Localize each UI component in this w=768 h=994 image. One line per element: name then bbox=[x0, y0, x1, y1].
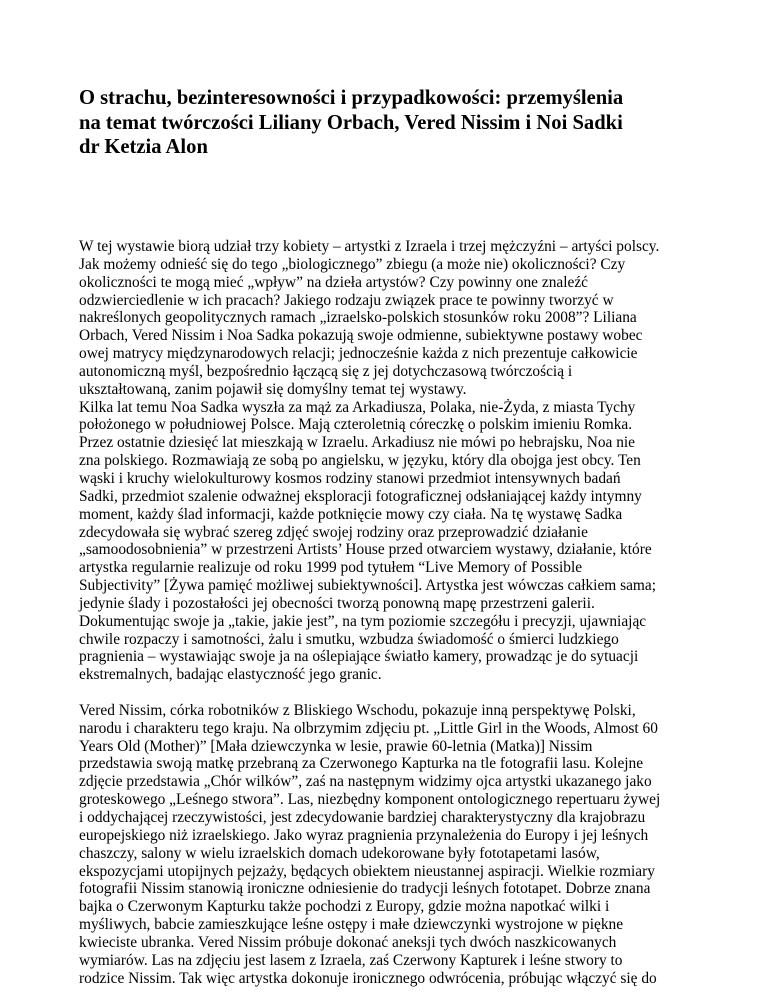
text-line: Orbach, Vered Nissim i Noa Sadka pokazują swoje odmienne, subiektywne postawy wobec bbox=[79, 327, 643, 345]
text-line: bajka o Czerwonym Kapturku także pochodzi z Europy, gdzie można napotkać wilki i bbox=[79, 898, 610, 916]
text-line: Years Old (Mother)” [Mała dziewczynka w lesie, prawie 60-letnia (Matka)] Nissim bbox=[79, 737, 593, 755]
text-line: wąski i kruchy wielokulturowy kosmos rodziny stanowi przedmiot intensywnych badań bbox=[79, 469, 621, 487]
paragraph bbox=[79, 238, 699, 399]
text-line: położonego w południowej Polsce. Mają czteroletnią córeczkę o polskim imieniu Romka. bbox=[79, 416, 633, 434]
title-line: na temat twórczości Liliany Orbach, Vered Nissim i Noi Sadki bbox=[79, 111, 623, 134]
text-line: ekstremalnych, badając elastyczność jego granic. bbox=[79, 666, 382, 684]
text-line: W tej wystawie biorą udział trzy kobiety – artystki z Izraela i trzej mężczyźni – artyści polscy. bbox=[79, 238, 660, 255]
title-line: O strachu, bezinteresowności i przypadkowości: przemyślenia bbox=[79, 87, 624, 109]
text-line: wymiarów. Las na zdjęciu jest lasem z Izraela, zaś Czerwony Kapturek i leśne stwory to bbox=[79, 951, 623, 969]
text-line: Dokumentując swoje ja „takie, jakie jest”, na tym poziomie szczegółu i precyzji, ujawniając bbox=[79, 612, 647, 630]
text-line: groteskowego „Leśnego stwora”. Las, niezbędny komponent ontologicznego repertuaru żywej bbox=[79, 791, 661, 809]
text-line: pragnienia – wystawiając swoje ja na oślepiające światło kamery, prowadząc je do sytuacji bbox=[79, 648, 639, 666]
text-line: moment, każdy ślad informacji, każde potknięcie mowy czy ciała. Na tę wystawę Sadka bbox=[79, 505, 623, 523]
text-line: Kilka lat temu Noa Sadka wyszła za mąż za Arkadiusza, Polaka, nie-Żyda, z miasta Tychy bbox=[79, 398, 636, 416]
text-line: Przez ostatnie dziesięć lat mieszkają w Izraelu. Arkadiusz nie mówi po hebrajsku, Noa nie bbox=[79, 434, 636, 452]
text-line: Vered Nissim, córka robotników z Bliskiego Wschodu, pokazuje inną perspektywę Polski, bbox=[79, 701, 636, 719]
text-line: ukształtowaną, zanim pojawił się domyślny temat tej wystawy. bbox=[79, 380, 467, 398]
text-line: odzwierciedlenie w ich pracach? Jakiego rodzaju związek prace te powinny tworzyć w bbox=[79, 291, 614, 309]
text-line: zdecydowała się wybrać szereg zdjęć swojej rodziny oraz przeprowadzić działanie bbox=[79, 523, 588, 541]
text-line: jedynie ślady i pozostałości jej obecności tworzą ponowną mapę przestrzeni galerii. bbox=[79, 594, 595, 612]
text-line: nakreślonych geopolitycznych ramach „izraelsko-polskich stosunków roku 2008”? Liliana bbox=[79, 309, 637, 327]
document-body bbox=[79, 238, 699, 987]
text-line: zna polskiego. Rozmawiają ze sobą po angielsku, w języku, który dla obojga jest obcy. Ten bbox=[79, 452, 641, 470]
text-line: Jak możemy odnieść się do tego „biologicznego” zbiegu (a może nie) okoliczności? Czy bbox=[79, 255, 626, 273]
text-line: fotografii Nissim stanowią ironiczne odniesienie do tradycji leśnych fototapet. Dobrze znana bbox=[79, 880, 651, 898]
text-line: ekspozycjami utopijnych pejzaży, będących obiektem nieustannej aspiracji. Wielkie rozmiary bbox=[79, 862, 655, 880]
text-line: myśliwych, babcie zamieszkujące leśne ostępy i małe dziewczynki wystrojone w piękne bbox=[79, 916, 624, 934]
text-line: okoliczności te mogą mieć „wpływ” na dzieła artystów? Czy powinny one znaleźć bbox=[79, 273, 588, 291]
text-line: narodu i charakteru tego kraju. Na olbrzymim zdjęciu pt. „Little Girl in the Woods, Almost 60 bbox=[79, 719, 658, 737]
paragraph bbox=[79, 702, 699, 988]
text-line: zdjęcie przedstawia „Chór wilków”, zaś na następnym widzimy ojca artystki ukazanego jako bbox=[79, 773, 652, 791]
paragraph-gap bbox=[79, 684, 699, 702]
text-line: „samoodosobnienia” w przestrzeni Artists’ House przed otwarciem wystawy, działanie, które bbox=[79, 541, 652, 559]
text-line: kwieciste ubranka. Vered Nissim próbuje dokonać aneksji tych dwóch naszkicowanych bbox=[79, 933, 617, 951]
text-line: autonomiczną myśl, bezpośrednio łączącą się z jej dotychczasową twórczością i bbox=[79, 362, 573, 380]
document-title bbox=[79, 86, 699, 160]
text-line: artystka regularnie realizuje od roku 1999 pod tytułem “Live Memory of Possible bbox=[79, 559, 583, 577]
paragraph bbox=[79, 399, 699, 685]
text-line: chwile rozpaczy i samotności, żalu i smutku, wzbudza świadomość o śmierci ludzkiego bbox=[79, 630, 619, 648]
text-line: Subjectivity” [Żywa pamięć możliwej subiektywności]. Artystka jest wówczas całkiem sama; bbox=[79, 577, 656, 595]
text-line: przedstawia swoją matkę przebraną za Czerwonego Kapturka na tle fotografii lasu. Kolejne bbox=[79, 755, 644, 773]
text-line: i oddychającej rzeczywistości, jest zdecydowanie bardziej charakterystyczny dla krajobrazu bbox=[79, 809, 646, 826]
text-line: chaszczy, salony w wielu izraelskich domach udekorowane były fototapetami lasów, bbox=[79, 844, 600, 862]
text-line: rodzice Nissim. Tak więc artystka dokonuje ironicznego odwrócenia, próbując włączyć się do bbox=[79, 969, 657, 987]
text-line: europejskiego niż izraelskiego. Jako wyraz pragnienia przynależenia do Europy i jej leśnych bbox=[79, 826, 649, 844]
text-line: Sadki, przedmiot szalenie odważnej eksploracji fotograficznej odsłaniającej każdy intymny bbox=[79, 487, 642, 505]
author-line: dr Ketzia Alon bbox=[79, 136, 208, 158]
text-line: owej matrycy międzynarodowych relacji; jednocześnie każda z nich prezentuje całkowicie bbox=[79, 345, 638, 363]
